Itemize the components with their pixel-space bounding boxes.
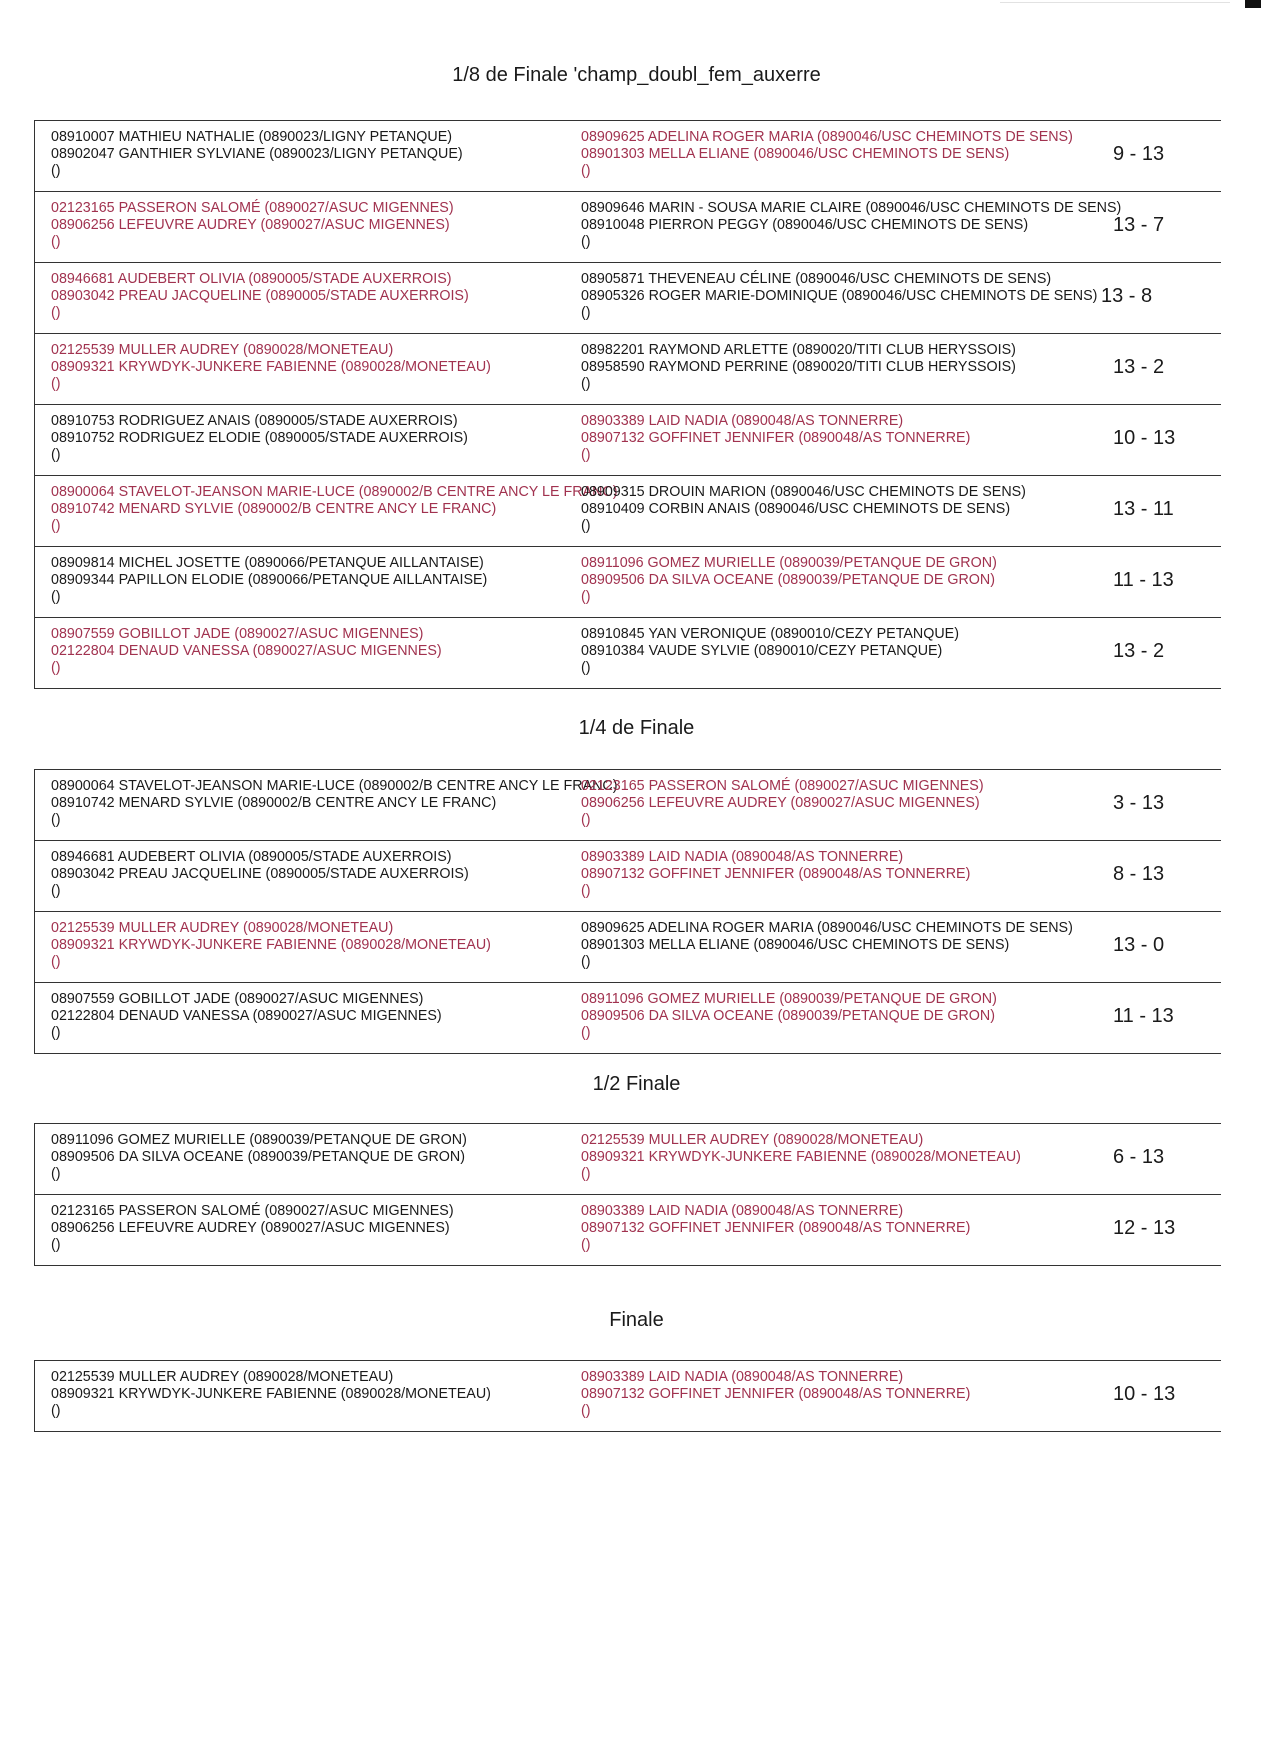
extra-info: () xyxy=(51,518,61,534)
team-b xyxy=(581,271,1097,322)
player-line: 08903389 LAID NADIA (0890048/AS TONNERRE) xyxy=(581,849,904,865)
match-score: 10 - 13 xyxy=(1113,427,1176,449)
team-a xyxy=(51,920,491,971)
match-row xyxy=(35,1124,1221,1195)
match-score: 9 - 13 xyxy=(1113,143,1165,165)
player-line: 02123165 PASSERON SALOMÉ (0890027/ASUC MIGENNES) xyxy=(51,1203,454,1219)
team-b xyxy=(581,129,1073,180)
team-b xyxy=(581,342,1016,393)
extra-info: () xyxy=(581,376,591,392)
player-line: 02122804 DENAUD VANESSA (0890027/ASUC MIGENNES) xyxy=(51,1008,442,1024)
extra-info: () xyxy=(51,954,61,970)
player-line: 08906256 LEFEUVRE AUDREY (0890027/ASUC MIGENNES) xyxy=(581,795,980,811)
player-line: 08911096 GOMEZ MURIELLE (0890039/PETANQUE DE GRON) xyxy=(51,1132,467,1148)
team-b xyxy=(581,484,1026,535)
player-line: 08909506 DA SILVA OCEANE (0890039/PETANQUE DE GRON) xyxy=(581,572,996,588)
player-line: 08946681 AUDEBERT OLIVIA (0890005/STADE AUXERROIS) xyxy=(51,849,452,865)
final-section xyxy=(34,1360,1221,1432)
player-line: 08910752 RODRIGUEZ ELODIE (0890005/STADE AUXERROIS) xyxy=(51,430,468,446)
extra-info: () xyxy=(51,1237,61,1253)
player-line: 08907559 GOBILLOT JADE (0890027/ASUC MIGENNES) xyxy=(51,626,424,642)
player-line: 08911096 GOMEZ MURIELLE (0890039/PETANQUE DE GRON) xyxy=(581,555,997,571)
extra-info: () xyxy=(581,954,591,970)
scan-artifact-line xyxy=(1000,2,1230,3)
player-line: 08982201 RAYMOND ARLETTE (0890020/TITI CLUB HERYSSOIS) xyxy=(581,342,1016,358)
quarter-final-section xyxy=(34,769,1221,1054)
extra-info: () xyxy=(51,1166,61,1182)
player-line: 08905326 ROGER MARIE-DOMINIQUE (0890046/USC CHEMINOTS DE SENS) xyxy=(581,288,1098,304)
team-a xyxy=(51,200,454,251)
player-line: 02123165 PASSERON SALOMÉ (0890027/ASUC MIGENNES) xyxy=(581,778,984,794)
match-score: 8 - 13 xyxy=(1113,863,1165,885)
match-score: 13 - 0 xyxy=(1113,934,1165,956)
match-score: 13 - 2 xyxy=(1113,640,1165,662)
player-line: 08905871 THEVENEAU CÉLINE (0890046/USC CHEMINOTS DE SENS) xyxy=(581,271,1052,287)
match-row xyxy=(35,334,1221,405)
match-score: 13 - 8 xyxy=(1101,285,1153,307)
extra-info: () xyxy=(581,1237,591,1253)
extra-info: () xyxy=(51,1025,61,1041)
player-line: 08910409 CORBIN ANAIS (0890046/USC CHEMINOTS DE SENS) xyxy=(581,501,1011,517)
team-a xyxy=(51,271,469,322)
extra-info: () xyxy=(51,589,61,605)
player-line: 08906256 LEFEUVRE AUDREY (0890027/ASUC MIGENNES) xyxy=(51,1220,450,1236)
player-line: 08910048 PIERRON PEGGY (0890046/USC CHEMINOTS DE SENS) xyxy=(581,217,1029,233)
match-score: 13 - 2 xyxy=(1113,356,1165,378)
team-a xyxy=(51,129,463,180)
semi-final-heading: 1/2 Finale xyxy=(592,1073,681,1095)
extra-info: () xyxy=(581,1025,591,1041)
player-line: 08909321 KRYWDYK-JUNKERE FABIENNE (0890028/MONETEAU) xyxy=(581,1149,1021,1165)
extra-info: () xyxy=(51,305,61,321)
player-line: 08958590 RAYMOND PERRINE (0890020/TITI CLUB HERYSSOIS) xyxy=(581,359,1016,375)
player-line: 08909625 ADELINA ROGER MARIA (0890046/USC CHEMINOTS DE SENS) xyxy=(581,129,1073,145)
extra-info: () xyxy=(581,234,591,250)
team-a xyxy=(51,778,618,829)
player-line: 08901303 MELLA ELIANE (0890046/USC CHEMINOTS DE SENS) xyxy=(581,146,1010,162)
team-a xyxy=(51,1369,491,1420)
player-line: 08911096 GOMEZ MURIELLE (0890039/PETANQUE DE GRON) xyxy=(581,991,997,1007)
extra-info: () xyxy=(581,812,591,828)
player-line: 08910753 RODRIGUEZ ANAIS (0890005/STADE AUXERROIS) xyxy=(51,413,458,429)
scan-corner-mark xyxy=(1245,0,1261,8)
player-line: 08909646 MARIN - SOUSA MARIE CLAIRE (0890046/USC CHEMINOTS DE SENS) xyxy=(581,200,1122,216)
extra-info: () xyxy=(581,1403,591,1419)
extra-info: () xyxy=(51,883,61,899)
final-heading: Finale xyxy=(609,1309,664,1331)
match-score: 13 - 7 xyxy=(1113,214,1165,236)
player-line: 08903389 LAID NADIA (0890048/AS TONNERRE) xyxy=(581,1203,904,1219)
player-line: 08909321 KRYWDYK-JUNKERE FABIENNE (0890028/MONETEAU) xyxy=(51,937,491,953)
player-line: 08946681 AUDEBERT OLIVIA (0890005/STADE AUXERROIS) xyxy=(51,271,452,287)
extra-info: () xyxy=(581,447,591,463)
player-line: 02125539 MULLER AUDREY (0890028/MONETEAU) xyxy=(51,920,394,936)
player-line: 08907132 GOFFINET JENNIFER (0890048/AS TONNERRE) xyxy=(581,430,971,446)
team-a xyxy=(51,342,491,393)
team-b xyxy=(581,413,970,464)
player-line: 08909321 KRYWDYK-JUNKERE FABIENNE (0890028/MONETEAU) xyxy=(51,359,491,375)
player-line: 08903042 PREAU JACQUELINE (0890005/STADE AUXERROIS) xyxy=(51,866,469,882)
team-a xyxy=(51,1132,467,1183)
page-title: 1/8 de Finale 'champ_doubl_fem_auxerre xyxy=(452,64,821,86)
player-line: 08907132 GOFFINET JENNIFER (0890048/AS TONNERRE) xyxy=(581,1386,971,1402)
player-line: 08910742 MENARD SYLVIE (0890002/B CENTRE ANCY LE FRANC) xyxy=(51,501,497,517)
extra-info: () xyxy=(581,660,591,676)
match-score: 12 - 13 xyxy=(1113,1217,1176,1239)
match-score: 13 - 11 xyxy=(1113,498,1174,520)
match-row xyxy=(35,476,1221,547)
player-line: 08909321 KRYWDYK-JUNKERE FABIENNE (0890028/MONETEAU) xyxy=(51,1386,491,1402)
team-a xyxy=(51,1203,454,1254)
team-b xyxy=(581,1203,970,1254)
team-b xyxy=(581,991,997,1042)
player-line: 08903389 LAID NADIA (0890048/AS TONNERRE) xyxy=(581,1369,904,1385)
player-line: 08909344 PAPILLON ELODIE (0890066/PETANQUE AILLANTAISE) xyxy=(51,572,488,588)
player-line: 02122804 DENAUD VANESSA (0890027/ASUC MIGENNES) xyxy=(51,643,442,659)
match-row xyxy=(35,1361,1221,1432)
extra-info: () xyxy=(581,1166,591,1182)
player-line: 08900064 STAVELOT-JEANSON MARIE-LUCE (0890002/B CENTRE ANCY LE FRANC) xyxy=(51,778,618,794)
extra-info: () xyxy=(51,447,61,463)
match-row xyxy=(35,841,1221,912)
team-b xyxy=(581,778,984,829)
player-line: 08909814 MICHEL JOSETTE (0890066/PETANQUE AILLANTAISE) xyxy=(51,555,484,571)
player-line: 02123165 PASSERON SALOMÉ (0890027/ASUC MIGENNES) xyxy=(51,200,454,216)
match-row xyxy=(35,912,1221,983)
player-line: 08902047 GANTHIER SYLVIANE (0890023/LIGNY PETANQUE) xyxy=(51,146,463,162)
semi-final-section xyxy=(34,1123,1221,1266)
team-a xyxy=(51,555,487,606)
player-line: 08903389 LAID NADIA (0890048/AS TONNERRE) xyxy=(581,413,904,429)
player-line: 08909315 DROUIN MARION (0890046/USC CHEMINOTS DE SENS) xyxy=(581,484,1026,500)
match-row xyxy=(35,547,1221,618)
player-line: 08903042 PREAU JACQUELINE (0890005/STADE AUXERROIS) xyxy=(51,288,469,304)
player-line: 08909506 DA SILVA OCEANE (0890039/PETANQUE DE GRON) xyxy=(51,1149,466,1165)
player-line: 08910007 MATHIEU NATHALIE (0890023/LIGNY PETANQUE) xyxy=(51,129,453,145)
player-line: 08910845 YAN VERONIQUE (0890010/CEZY PETANQUE) xyxy=(581,626,959,642)
match-row xyxy=(35,1195,1221,1266)
team-a xyxy=(51,991,442,1042)
extra-info: () xyxy=(581,305,591,321)
team-b xyxy=(581,200,1121,251)
extra-info: () xyxy=(581,518,591,534)
match-row xyxy=(35,770,1221,841)
team-b xyxy=(581,1132,1021,1183)
player-line: 08907132 GOFFINET JENNIFER (0890048/AS TONNERRE) xyxy=(581,866,971,882)
team-b xyxy=(581,1369,970,1420)
player-line: 08907132 GOFFINET JENNIFER (0890048/AS TONNERRE) xyxy=(581,1220,971,1236)
match-score: 6 - 13 xyxy=(1113,1146,1165,1168)
team-a xyxy=(51,484,618,535)
extra-info: () xyxy=(51,234,61,250)
player-line: 02125539 MULLER AUDREY (0890028/MONETEAU) xyxy=(51,342,394,358)
extra-info: () xyxy=(581,589,591,605)
player-line: 08909625 ADELINA ROGER MARIA (0890046/USC CHEMINOTS DE SENS) xyxy=(581,920,1073,936)
match-row xyxy=(35,192,1221,263)
player-line: 08900064 STAVELOT-JEANSON MARIE-LUCE (0890002/B CENTRE ANCY LE FRANC) xyxy=(51,484,618,500)
player-line: 08907559 GOBILLOT JADE (0890027/ASUC MIGENNES) xyxy=(51,991,424,1007)
player-line: 08909506 DA SILVA OCEANE (0890039/PETANQUE DE GRON) xyxy=(581,1008,996,1024)
team-a xyxy=(51,849,469,900)
player-line: 08901303 MELLA ELIANE (0890046/USC CHEMINOTS DE SENS) xyxy=(581,937,1010,953)
extra-info: () xyxy=(51,1403,61,1419)
match-row xyxy=(35,121,1221,192)
player-line: 08910384 VAUDE SYLVIE (0890010/CEZY PETANQUE) xyxy=(581,643,943,659)
team-b xyxy=(581,849,970,900)
player-line: 02125539 MULLER AUDREY (0890028/MONETEAU) xyxy=(581,1132,924,1148)
match-score: 11 - 13 xyxy=(1113,569,1174,591)
match-row xyxy=(35,983,1221,1054)
match-score: 10 - 13 xyxy=(1113,1383,1176,1405)
player-line: 02125539 MULLER AUDREY (0890028/MONETEAU) xyxy=(51,1369,394,1385)
player-line: 08910742 MENARD SYLVIE (0890002/B CENTRE ANCY LE FRANC) xyxy=(51,795,497,811)
extra-info: () xyxy=(51,812,61,828)
team-b xyxy=(581,626,959,677)
match-row xyxy=(35,618,1221,689)
extra-info: () xyxy=(581,883,591,899)
match-score: 3 - 13 xyxy=(1113,792,1165,814)
team-b xyxy=(581,555,997,606)
match-row xyxy=(35,263,1221,334)
extra-info: () xyxy=(51,660,61,676)
round-of-16-section xyxy=(34,120,1221,689)
team-b xyxy=(581,920,1073,971)
quarter-final-heading: 1/4 de Finale xyxy=(578,717,695,739)
match-score: 11 - 13 xyxy=(1113,1005,1174,1027)
match-row xyxy=(35,405,1221,476)
team-a xyxy=(51,413,468,464)
player-line: 08906256 LEFEUVRE AUDREY (0890027/ASUC MIGENNES) xyxy=(51,217,450,233)
team-a xyxy=(51,626,442,677)
extra-info: () xyxy=(51,163,61,179)
extra-info: () xyxy=(51,376,61,392)
extra-info: () xyxy=(581,163,591,179)
